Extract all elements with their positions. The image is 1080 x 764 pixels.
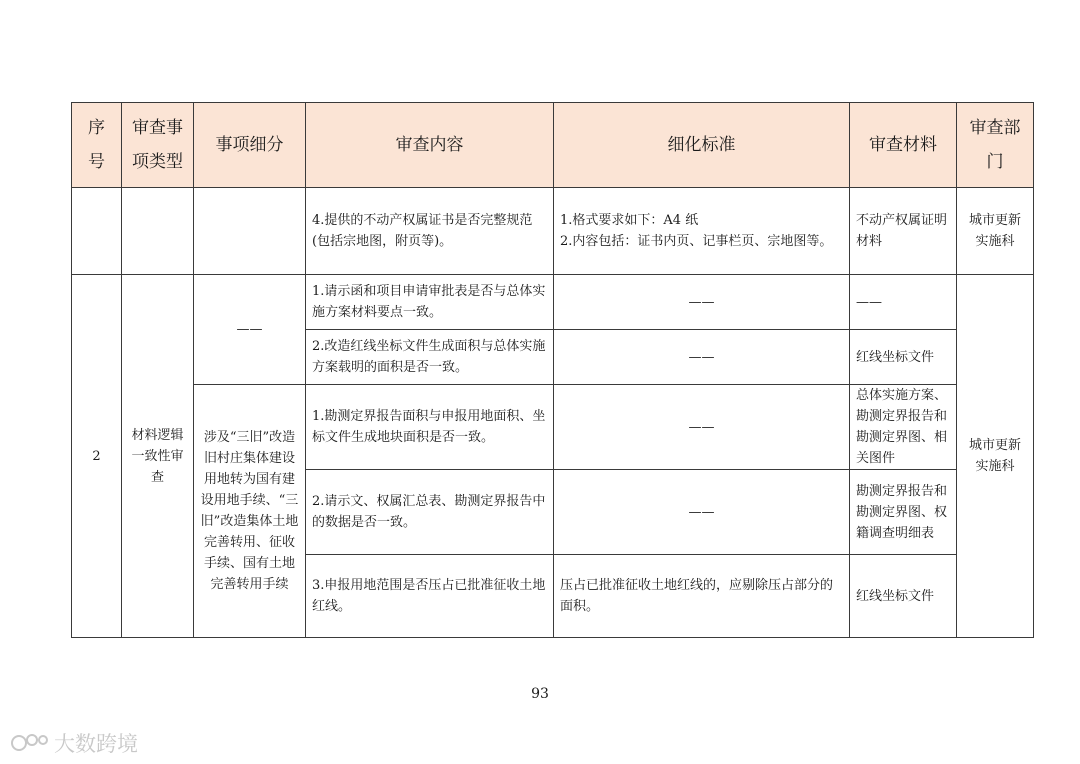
cell-sub-empty: [194, 188, 306, 275]
table-row: [72, 275, 1034, 330]
header-subdivision: 事项细分: [194, 103, 306, 188]
table-header-row: [72, 103, 1034, 188]
cell-standard: ——: [554, 470, 850, 555]
cell-standard: ——: [554, 385, 850, 470]
watermark-text: 大数跨境: [54, 732, 138, 756]
cell-standard: 1.格式要求如下：A4 纸 2.内容包括：证书内页、记事栏页、宗地图等。: [554, 188, 850, 275]
cell-department: 城市更新实施科: [957, 275, 1034, 638]
cell-type-empty: [122, 188, 194, 275]
cell-material: ——: [850, 275, 957, 330]
cell-material: 不动产权属证明材料: [850, 188, 957, 275]
header-content: 审查内容: [306, 103, 554, 188]
cell-material: 红线坐标文件: [850, 555, 957, 638]
header-standard: 细化标准: [554, 103, 850, 188]
cell-material: 总体实施方案、勘测定界报告和勘测定界图、相关图件: [850, 385, 957, 470]
cell-standard: ——: [554, 330, 850, 385]
cell-standard: 压占已批准征收土地红线的，应剔除压占部分的面积。: [554, 555, 850, 638]
header-type: 审查事 项类型: [122, 103, 194, 188]
watermark: [10, 728, 138, 758]
cell-seq-empty: [72, 188, 122, 275]
header-department: 审查部 门: [957, 103, 1034, 188]
cell-content: 1.勘测定界报告面积与申报用地面积、坐标文件生成地块面积是否一致。: [306, 385, 554, 470]
header-material: 审查材料: [850, 103, 957, 188]
cell-material: 勘测定界报告和勘测定界图、权籍调查明细表: [850, 470, 957, 555]
cell-subdivision-a: ——: [194, 275, 306, 385]
cell-standard: ——: [554, 275, 850, 330]
cell-content: 3.申报用地范围是否压占已批准征收土地红线。: [306, 555, 554, 638]
table-row: [72, 188, 1034, 275]
review-table: [71, 102, 1034, 638]
cell-material: 红线坐标文件: [850, 330, 957, 385]
cell-content: 2.请示文、权属汇总表、勘测定界报告中的数据是否一致。: [306, 470, 554, 555]
cell-content: 4.提供的不动产权属证书是否完整规范(包括宗地图，附页等)。: [306, 188, 554, 275]
table-row: [72, 385, 1034, 470]
page-number: 93: [531, 686, 549, 702]
cell-seq: 2: [72, 275, 122, 638]
cell-content: 1.请示函和项目申请审批表是否与总体实施方案材料要点一致。: [306, 275, 554, 330]
watermark-logo-icon: [10, 731, 50, 755]
cell-content: 2.改造红线坐标文件生成面积与总体实施方案载明的面积是否一致。: [306, 330, 554, 385]
cell-department: 城市更新实施科: [957, 188, 1034, 275]
cell-subdivision-b: 涉及“三旧”改造旧村庄集体建设用地转为国有建设用地手续、“三旧”改造集体土地完善转用、征收手续、国有土地完善转用手续: [194, 385, 306, 638]
header-seq: 序 号: [72, 103, 122, 188]
cell-type: 材料逻辑一致性审查: [122, 275, 194, 638]
